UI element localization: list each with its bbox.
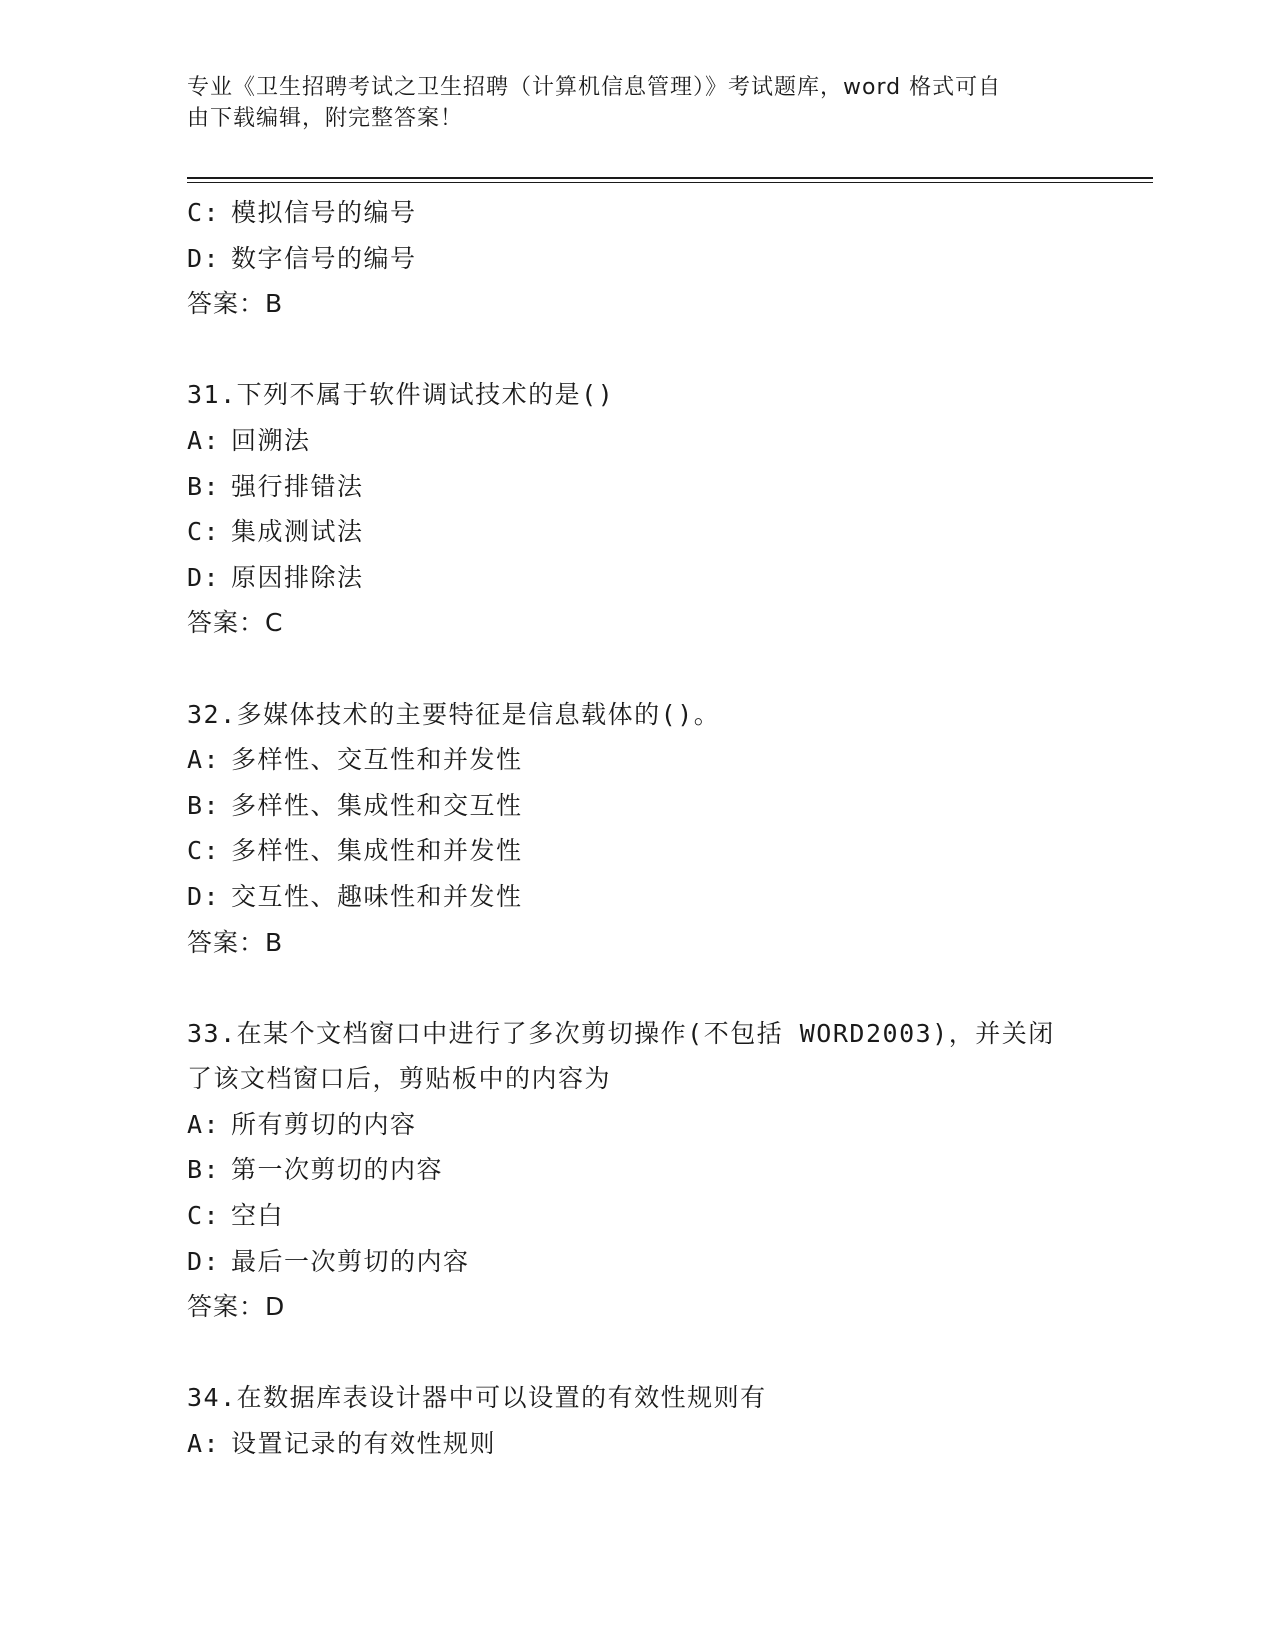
option-label: D: bbox=[187, 562, 221, 592]
question-text-line-2: 了该文档窗口后，剪贴板中的内容为 bbox=[187, 1064, 612, 1094]
option-d bbox=[187, 236, 1087, 282]
question-33 bbox=[187, 1011, 1087, 1330]
option-label: C: bbox=[187, 836, 221, 866]
option-text: 多样性、交互性和并发性 bbox=[231, 745, 523, 775]
option-text: 交互性、趣味性和并发性 bbox=[231, 881, 523, 911]
option-text: 强行排错法 bbox=[231, 471, 364, 501]
option-label: A: bbox=[187, 1429, 221, 1459]
option-text: 模拟信号的编号 bbox=[231, 198, 417, 227]
question-continued bbox=[187, 190, 1087, 327]
option-a bbox=[187, 737, 1087, 783]
option-text: 第一次剪切的内容 bbox=[231, 1155, 444, 1185]
option-label: B: bbox=[187, 790, 221, 820]
document-header bbox=[187, 72, 1087, 134]
option-text: 多样性、集成性和交互性 bbox=[231, 790, 523, 820]
option-d bbox=[187, 1239, 1087, 1285]
option-text: 多样性、集成性和并发性 bbox=[231, 836, 523, 866]
question-list bbox=[187, 190, 1087, 1467]
header-divider-thin bbox=[187, 182, 1153, 183]
option-c bbox=[187, 828, 1087, 874]
option-c bbox=[187, 509, 1087, 555]
answer: 答案：B bbox=[187, 927, 284, 957]
option-label: B: bbox=[187, 1155, 221, 1185]
answer: 答案：C bbox=[187, 608, 284, 638]
option-text: 空白 bbox=[231, 1201, 285, 1231]
option-b bbox=[187, 1147, 1087, 1193]
answer: 答案：B bbox=[187, 289, 284, 319]
option-text: 最后一次剪切的内容 bbox=[231, 1246, 470, 1276]
option-d bbox=[187, 874, 1087, 920]
option-label: D: bbox=[187, 243, 221, 273]
option-a bbox=[187, 1421, 1087, 1467]
option-label: C: bbox=[187, 198, 221, 227]
option-label: A: bbox=[187, 425, 221, 455]
option-b bbox=[187, 783, 1087, 829]
option-label: A: bbox=[187, 1109, 221, 1139]
option-a bbox=[187, 1102, 1087, 1148]
question-text: 32.多媒体技术的主要特征是信息载体的()。 bbox=[187, 699, 721, 729]
question-34 bbox=[187, 1375, 1087, 1466]
option-c bbox=[187, 190, 1087, 236]
option-label: A: bbox=[187, 745, 221, 775]
header-line-1: 专业《卫生招聘考试之卫生招聘（计算机信息管理）》考试题库，word 格式可自 bbox=[187, 75, 1002, 100]
option-label: C: bbox=[187, 1201, 221, 1231]
option-text: 原因排除法 bbox=[231, 562, 364, 592]
question-32 bbox=[187, 692, 1087, 966]
question-text-line-1: 33.在某个文档窗口中进行了多次剪切操作(不包括 WORD2003)，并关闭 bbox=[187, 1018, 1055, 1048]
answer: 答案：D bbox=[187, 1292, 286, 1322]
option-text: 回溯法 bbox=[231, 425, 311, 455]
question-31 bbox=[187, 372, 1087, 646]
option-text: 设置记录的有效性规则 bbox=[231, 1429, 497, 1459]
option-label: D: bbox=[187, 881, 221, 911]
option-text: 集成测试法 bbox=[231, 517, 364, 547]
header-divider-thick bbox=[187, 177, 1153, 179]
option-d bbox=[187, 555, 1087, 601]
option-label: D: bbox=[187, 1246, 221, 1276]
option-c bbox=[187, 1193, 1087, 1239]
question-text: 31.下列不属于软件调试技术的是() bbox=[187, 380, 615, 410]
option-label: C: bbox=[187, 517, 221, 547]
option-label: B: bbox=[187, 471, 221, 501]
option-text: 所有剪切的内容 bbox=[231, 1109, 417, 1139]
header-line-2: 由下载编辑，附完整答案！ bbox=[187, 106, 464, 131]
option-b bbox=[187, 464, 1087, 510]
question-text: 34.在数据库表设计器中可以设置的有效性规则有 bbox=[187, 1383, 767, 1413]
option-a bbox=[187, 418, 1087, 464]
option-text: 数字信号的编号 bbox=[231, 243, 417, 273]
